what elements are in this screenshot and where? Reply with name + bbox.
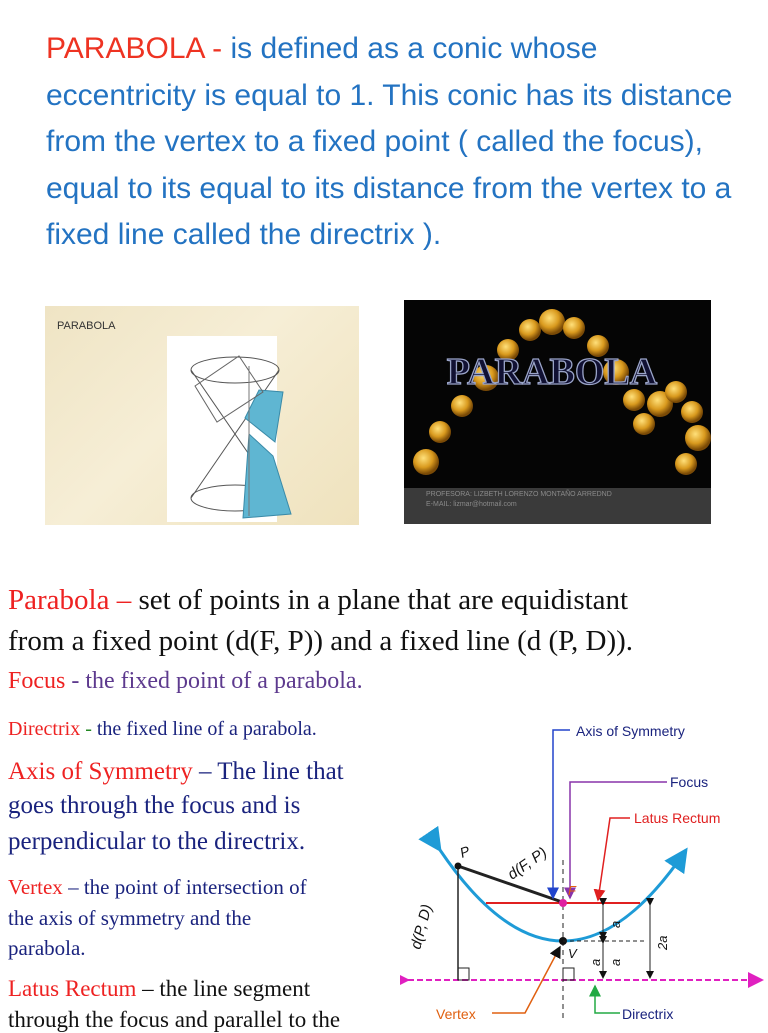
focus-text: - the fixed point of a parabola.	[65, 668, 363, 694]
point-p-label: P	[457, 842, 472, 861]
intro-body: is defined as a conic whose eccentricity is equal to 1. This conic has its distance from the vertex to a fixed point ( called the focus), equal to its equal to its distance from the vertex to a fixed line called the directrix ).	[46, 32, 733, 251]
intro-keyword: PARABOLA -	[46, 32, 231, 65]
a-label-1: a	[608, 920, 623, 928]
parabola-image-title: PARABOLA	[446, 351, 658, 393]
directrix-label: Directrix	[622, 1006, 674, 1022]
dfp-label: d(F, P)	[504, 844, 551, 884]
axis-term: Axis of Symmetry	[8, 758, 193, 785]
a-label-3: a	[588, 958, 603, 966]
vertex-term: Vertex	[8, 875, 63, 899]
axis-definition-line-2: goes through the focus and is	[8, 792, 301, 819]
point-f-label: F	[568, 883, 576, 898]
latus-term: Latus Rectum	[8, 976, 137, 1001]
image-caption-line-2: E-MAIL: lizmar@hotmail.com	[426, 501, 517, 508]
focus-point	[559, 899, 567, 907]
parabola-text-1: set of points in a plane that are equidistant	[138, 584, 629, 616]
axis-definition-line-1	[8, 758, 344, 786]
directrix-text: the fixed line of a parabola.	[96, 718, 317, 740]
latus-label: Latus Rectum	[634, 810, 721, 826]
parabola-diagram	[400, 715, 768, 1024]
parabola-definition-line-2: from a fixed point (d(F, P)) and a fixed line (d (P, D)).	[8, 625, 634, 657]
intro-paragraph	[46, 26, 746, 259]
vertex-definition-line-2: the axis of symmetry and the	[8, 906, 252, 930]
directrix-term: Directrix	[8, 718, 81, 740]
vertex-definition-line-1	[8, 875, 307, 900]
latus-definition-line-1	[8, 976, 310, 1002]
cone-illustration	[45, 306, 359, 525]
dpd-label: d(P, D)	[407, 902, 436, 952]
axis-label: Axis of Symmetry	[576, 723, 685, 739]
image-caption	[426, 490, 612, 510]
latus-text-1: – the line segment	[136, 976, 311, 1001]
focus-definition	[8, 668, 363, 695]
cone-section-image	[45, 306, 359, 525]
cone-image-label: PARABOLA	[57, 320, 116, 332]
focus-term: Focus	[8, 668, 66, 694]
image-caption-line-1: PROFESORA: LIZBETH LORENZO MONTAÑO ARREDND	[426, 491, 612, 498]
parabola-dash: –	[109, 584, 139, 616]
focus-label: Focus	[670, 774, 709, 790]
parabola-title-image	[404, 300, 711, 524]
vertex-text-1: – the point of intersection of	[62, 875, 307, 899]
axis-text-1: – The line that	[192, 758, 344, 785]
directrix-definition	[8, 718, 317, 741]
axis-definition-line-3: perpendicular to the directrix.	[8, 828, 306, 855]
point-v-label: V	[568, 946, 577, 961]
parabola-definition-line-1	[8, 584, 628, 617]
directrix-dash: -	[80, 718, 97, 740]
parabola-term: Parabola	[8, 584, 110, 616]
a-label-2: a	[608, 958, 623, 966]
latus-definition-line-2: through the focus and parallel to the	[8, 1007, 341, 1032]
two-a-label: 2a	[655, 935, 670, 950]
vertex-label: Vertex	[436, 1006, 476, 1022]
vertex-definition-line-3: parabola.	[8, 936, 86, 960]
